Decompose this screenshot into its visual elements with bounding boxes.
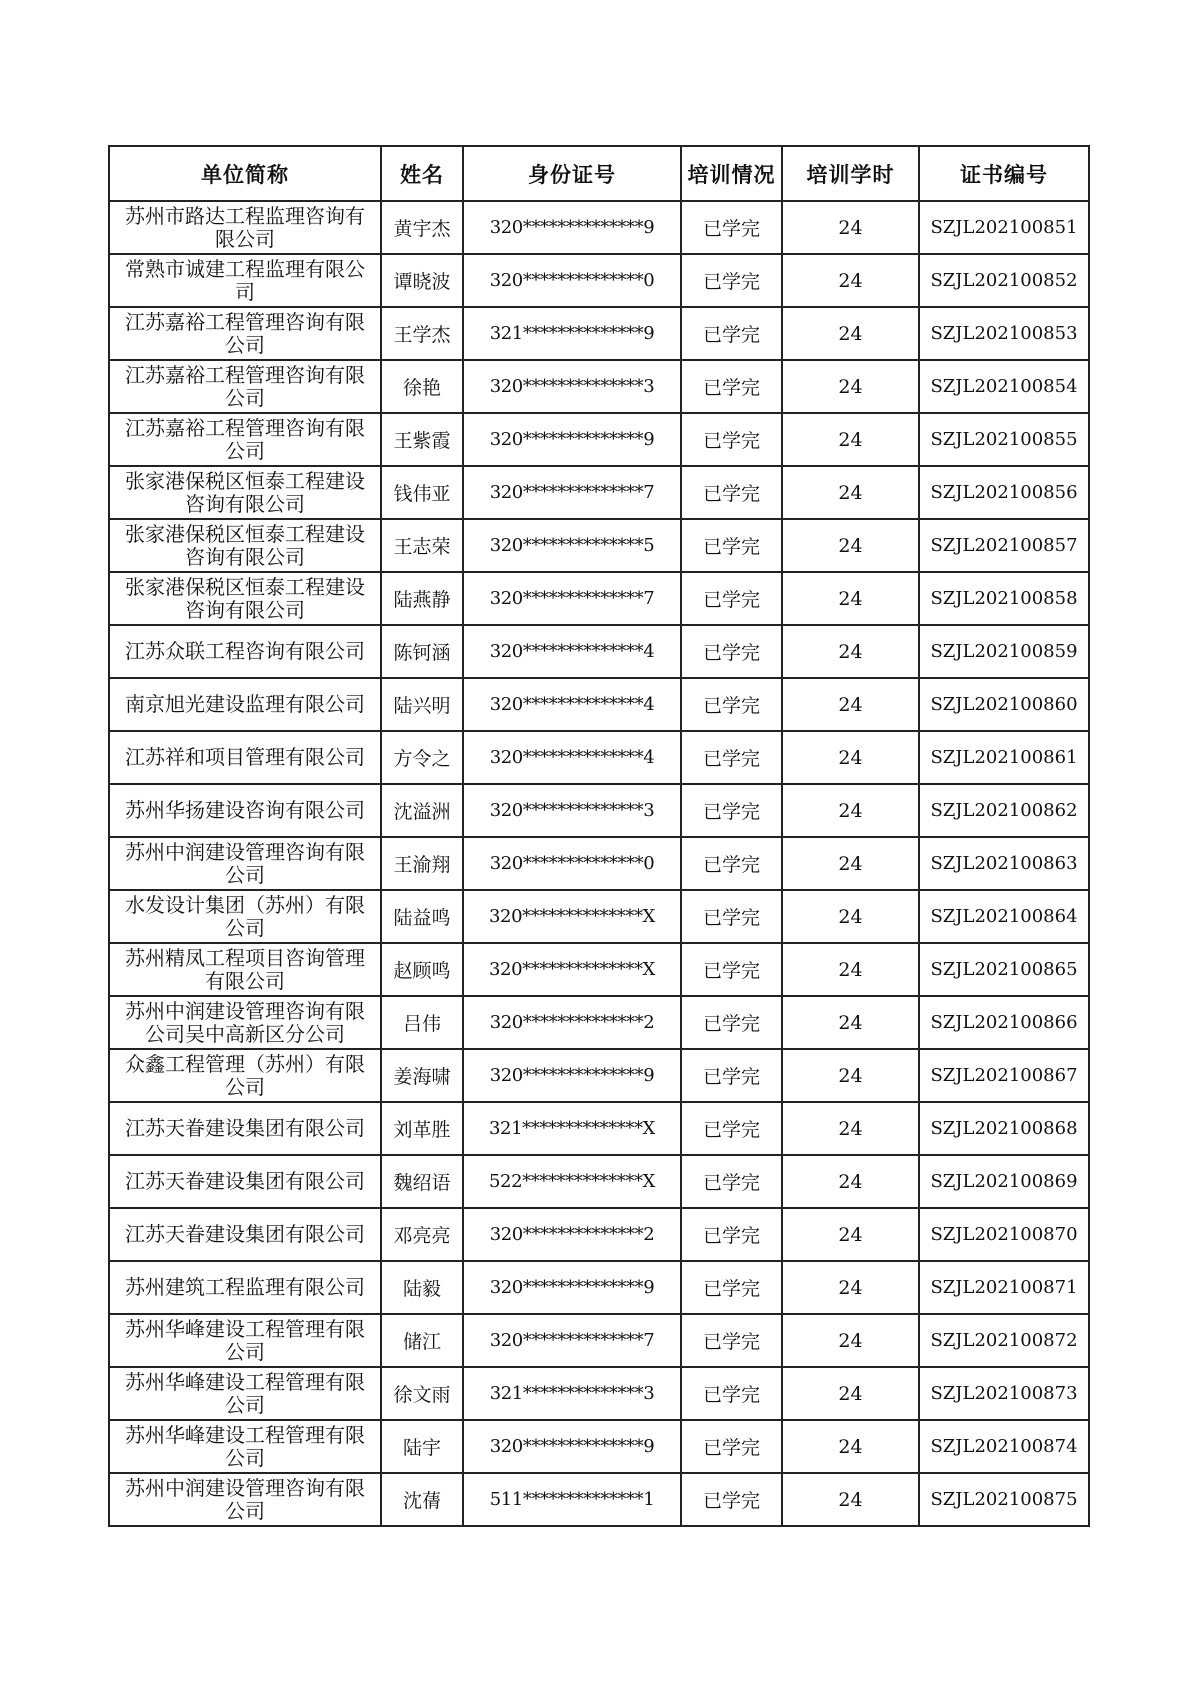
unit-cell: 苏州精凤工程项目咨询管理有限公司: [109, 943, 381, 996]
training-status-cell: 已学完: [681, 625, 782, 678]
training-hours-cell: 24: [782, 1420, 919, 1473]
training-status-cell: 已学完: [681, 837, 782, 890]
training-hours-cell: 24: [782, 943, 919, 996]
training-hours-cell: 24: [782, 1261, 919, 1314]
training-status-cell: 已学完: [681, 254, 782, 307]
table-row: [109, 1420, 1089, 1473]
name-cell: 王学杰: [381, 307, 463, 360]
certificate-number-cell: SZJL202100854: [919, 360, 1089, 413]
training-hours-cell: 24: [782, 731, 919, 784]
unit-cell: 江苏天眷建设集团有限公司: [109, 1155, 381, 1208]
id-number-cell: 320**************X: [463, 943, 681, 996]
training-status-cell: 已学完: [681, 943, 782, 996]
id-number-cell: 320**************7: [463, 466, 681, 519]
header-training-status: 培训情况: [681, 146, 782, 201]
training-status-cell: 已学完: [681, 996, 782, 1049]
name-cell: 王志荣: [381, 519, 463, 572]
unit-cell: 众鑫工程管理（苏州）有限公司: [109, 1049, 381, 1102]
name-cell: 方令之: [381, 731, 463, 784]
certificate-number-cell: SZJL202100867: [919, 1049, 1089, 1102]
training-status-cell: 已学完: [681, 1420, 782, 1473]
unit-cell: 张家港保税区恒泰工程建设咨询有限公司: [109, 572, 381, 625]
training-status-cell: 已学完: [681, 1102, 782, 1155]
table-row: [109, 890, 1089, 943]
id-number-cell: 320**************X: [463, 890, 681, 943]
certificate-number-cell: SZJL202100873: [919, 1367, 1089, 1420]
id-number-cell: 320**************9: [463, 1049, 681, 1102]
training-status-cell: 已学完: [681, 466, 782, 519]
unit-cell: 南京旭光建设监理有限公司: [109, 678, 381, 731]
training-status-cell: 已学完: [681, 307, 782, 360]
training-status-cell: 已学完: [681, 1473, 782, 1526]
id-number-cell: 320**************3: [463, 360, 681, 413]
id-number-cell: 320**************4: [463, 625, 681, 678]
training-status-cell: 已学完: [681, 678, 782, 731]
table-row: [109, 731, 1089, 784]
name-cell: 陆兴明: [381, 678, 463, 731]
unit-cell: 苏州中润建设管理咨询有限公司: [109, 837, 381, 890]
certificate-number-cell: SZJL202100868: [919, 1102, 1089, 1155]
certificate-number-cell: SZJL202100853: [919, 307, 1089, 360]
training-status-cell: 已学完: [681, 1208, 782, 1261]
table-row: [109, 254, 1089, 307]
unit-cell: 江苏祥和项目管理有限公司: [109, 731, 381, 784]
id-number-cell: 320**************9: [463, 1420, 681, 1473]
certificate-number-cell: SZJL202100869: [919, 1155, 1089, 1208]
unit-cell: 水发设计集团（苏州）有限公司: [109, 890, 381, 943]
id-number-cell: 320**************4: [463, 731, 681, 784]
name-cell: 魏绍语: [381, 1155, 463, 1208]
table-row: [109, 1155, 1089, 1208]
table-row: [109, 466, 1089, 519]
name-cell: 王紫霞: [381, 413, 463, 466]
training-hours-cell: 24: [782, 996, 919, 1049]
unit-cell: 江苏众联工程咨询有限公司: [109, 625, 381, 678]
unit-cell: 苏州华峰建设工程管理有限公司: [109, 1367, 381, 1420]
certificate-number-cell: SZJL202100857: [919, 519, 1089, 572]
training-hours-cell: 24: [782, 360, 919, 413]
table-row: [109, 784, 1089, 837]
name-cell: 黄宇杰: [381, 201, 463, 254]
certificate-number-cell: SZJL202100863: [919, 837, 1089, 890]
name-cell: 赵顾鸣: [381, 943, 463, 996]
id-number-cell: 320**************2: [463, 1208, 681, 1261]
table-row: [109, 1473, 1089, 1526]
training-status-cell: 已学完: [681, 1261, 782, 1314]
training-hours-cell: 24: [782, 1473, 919, 1526]
certificate-number-cell: SZJL202100866: [919, 996, 1089, 1049]
certificate-number-cell: SZJL202100851: [919, 201, 1089, 254]
certificate-number-cell: SZJL202100871: [919, 1261, 1089, 1314]
training-status-cell: 已学完: [681, 1367, 782, 1420]
training-hours-cell: 24: [782, 572, 919, 625]
name-cell: 姜海啸: [381, 1049, 463, 1102]
training-status-cell: 已学完: [681, 1049, 782, 1102]
certificate-number-cell: SZJL202100859: [919, 625, 1089, 678]
name-cell: 吕伟: [381, 996, 463, 1049]
unit-cell: 江苏嘉裕工程管理咨询有限公司: [109, 360, 381, 413]
id-number-cell: 320**************7: [463, 1314, 681, 1367]
training-status-cell: 已学完: [681, 1314, 782, 1367]
unit-cell: 苏州华扬建设咨询有限公司: [109, 784, 381, 837]
training-status-cell: 已学完: [681, 201, 782, 254]
unit-cell: 江苏天眷建设集团有限公司: [109, 1208, 381, 1261]
training-hours-cell: 24: [782, 837, 919, 890]
table-row: [109, 201, 1089, 254]
table-body: [109, 201, 1089, 1526]
table-row: [109, 1208, 1089, 1261]
table-header: [109, 146, 1089, 201]
name-cell: 邓亮亮: [381, 1208, 463, 1261]
training-hours-cell: 24: [782, 890, 919, 943]
training-status-cell: 已学完: [681, 572, 782, 625]
training-hours-cell: 24: [782, 1208, 919, 1261]
id-number-cell: 321**************9: [463, 307, 681, 360]
name-cell: 谭晓波: [381, 254, 463, 307]
certificate-number-cell: SZJL202100860: [919, 678, 1089, 731]
id-number-cell: 511**************1: [463, 1473, 681, 1526]
id-number-cell: 320**************4: [463, 678, 681, 731]
table-row: [109, 678, 1089, 731]
id-number-cell: 321**************3: [463, 1367, 681, 1420]
name-cell: 储江: [381, 1314, 463, 1367]
header-certificate-number: 证书编号: [919, 146, 1089, 201]
training-hours-cell: 24: [782, 1314, 919, 1367]
unit-cell: 常熟市诚建工程监理有限公司: [109, 254, 381, 307]
table-row: [109, 360, 1089, 413]
certificate-number-cell: SZJL202100861: [919, 731, 1089, 784]
id-number-cell: 320**************7: [463, 572, 681, 625]
name-cell: 陆燕静: [381, 572, 463, 625]
header-training-hours: 培训学时: [782, 146, 919, 201]
id-number-cell: 320**************9: [463, 413, 681, 466]
name-cell: 钱伟亚: [381, 466, 463, 519]
certificate-number-cell: SZJL202100858: [919, 572, 1089, 625]
unit-cell: 苏州华峰建设工程管理有限公司: [109, 1420, 381, 1473]
header-unit: 单位简称: [109, 146, 381, 201]
id-number-cell: 522**************X: [463, 1155, 681, 1208]
name-cell: 陈钶涵: [381, 625, 463, 678]
unit-cell: 江苏嘉裕工程管理咨询有限公司: [109, 413, 381, 466]
table-row: [109, 625, 1089, 678]
table-row: [109, 1367, 1089, 1420]
training-status-cell: 已学完: [681, 784, 782, 837]
certificate-number-cell: SZJL202100865: [919, 943, 1089, 996]
training-hours-cell: 24: [782, 1367, 919, 1420]
unit-cell: 苏州建筑工程监理有限公司: [109, 1261, 381, 1314]
table-row: [109, 1102, 1089, 1155]
unit-cell: 江苏天眷建设集团有限公司: [109, 1102, 381, 1155]
certificate-number-cell: SZJL202100872: [919, 1314, 1089, 1367]
training-status-cell: 已学完: [681, 890, 782, 943]
id-number-cell: 320**************0: [463, 254, 681, 307]
table-row: [109, 996, 1089, 1049]
training-status-cell: 已学完: [681, 413, 782, 466]
id-number-cell: 320**************2: [463, 996, 681, 1049]
header-row: [109, 146, 1089, 201]
name-cell: 沈溢洲: [381, 784, 463, 837]
certificate-number-cell: SZJL202100864: [919, 890, 1089, 943]
training-hours-cell: 24: [782, 678, 919, 731]
name-cell: 王渝翔: [381, 837, 463, 890]
training-hours-cell: 24: [782, 1155, 919, 1208]
training-status-cell: 已学完: [681, 731, 782, 784]
training-hours-cell: 24: [782, 201, 919, 254]
training-hours-cell: 24: [782, 413, 919, 466]
name-cell: 刘革胜: [381, 1102, 463, 1155]
name-cell: 陆毅: [381, 1261, 463, 1314]
table-row: [109, 519, 1089, 572]
id-number-cell: 320**************0: [463, 837, 681, 890]
certificate-number-cell: SZJL202100874: [919, 1420, 1089, 1473]
certificate-number-cell: SZJL202100870: [919, 1208, 1089, 1261]
name-cell: 徐文雨: [381, 1367, 463, 1420]
training-hours-cell: 24: [782, 254, 919, 307]
training-status-cell: 已学完: [681, 360, 782, 413]
header-id-number: 身份证号: [463, 146, 681, 201]
table-row: [109, 413, 1089, 466]
name-cell: 徐艳: [381, 360, 463, 413]
unit-cell: 苏州市路达工程监理咨询有限公司: [109, 201, 381, 254]
table-row: [109, 1314, 1089, 1367]
table-row: [109, 1049, 1089, 1102]
training-status-cell: 已学完: [681, 1155, 782, 1208]
certificate-number-cell: SZJL202100852: [919, 254, 1089, 307]
table-row: [109, 1261, 1089, 1314]
table-row: [109, 837, 1089, 890]
certificate-number-cell: SZJL202100855: [919, 413, 1089, 466]
name-cell: 陆益鸣: [381, 890, 463, 943]
unit-cell: 苏州中润建设管理咨询有限公司: [109, 1473, 381, 1526]
table-row: [109, 943, 1089, 996]
training-hours-cell: 24: [782, 1102, 919, 1155]
name-cell: 沈蒨: [381, 1473, 463, 1526]
name-cell: 陆宇: [381, 1420, 463, 1473]
unit-cell: 苏州中润建设管理咨询有限公司吴中高新区分公司: [109, 996, 381, 1049]
unit-cell: 张家港保税区恒泰工程建设咨询有限公司: [109, 466, 381, 519]
unit-cell: 江苏嘉裕工程管理咨询有限公司: [109, 307, 381, 360]
table-row: [109, 572, 1089, 625]
training-hours-cell: 24: [782, 466, 919, 519]
header-name: 姓名: [381, 146, 463, 201]
id-number-cell: 320**************9: [463, 201, 681, 254]
unit-cell: 张家港保税区恒泰工程建设咨询有限公司: [109, 519, 381, 572]
unit-cell: 苏州华峰建设工程管理有限公司: [109, 1314, 381, 1367]
certificate-number-cell: SZJL202100856: [919, 466, 1089, 519]
training-status-cell: 已学完: [681, 519, 782, 572]
training-hours-cell: 24: [782, 1049, 919, 1102]
training-hours-cell: 24: [782, 519, 919, 572]
id-number-cell: 320**************5: [463, 519, 681, 572]
training-hours-cell: 24: [782, 307, 919, 360]
training-hours-cell: 24: [782, 625, 919, 678]
training-hours-cell: 24: [782, 784, 919, 837]
id-number-cell: 321**************X: [463, 1102, 681, 1155]
id-number-cell: 320**************9: [463, 1261, 681, 1314]
training-record-table: [108, 145, 1090, 1527]
certificate-number-cell: SZJL202100862: [919, 784, 1089, 837]
certificate-number-cell: SZJL202100875: [919, 1473, 1089, 1526]
table-row: [109, 307, 1089, 360]
id-number-cell: 320**************3: [463, 784, 681, 837]
